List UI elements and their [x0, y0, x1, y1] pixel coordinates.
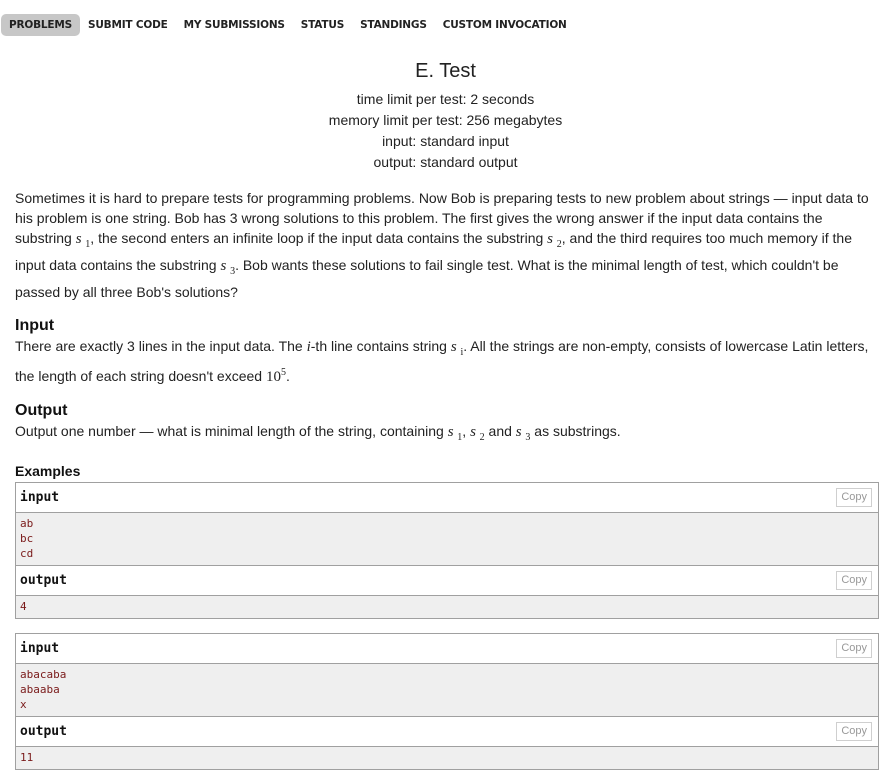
nav-submit-code[interactable]: SUBMIT CODE	[87, 19, 168, 31]
math-s1	[75, 231, 91, 250]
legend-text-3: , and the third requires too much memory if the input data contains the substring	[15, 230, 852, 273]
example-output-body	[16, 747, 878, 769]
example-line: x	[20, 698, 27, 711]
math-i: i	[306, 339, 311, 355]
output-spec: output: standard output	[373, 154, 518, 170]
time-limit: time limit per test: 2 seconds	[356, 91, 535, 107]
math-sub: 3	[525, 432, 531, 443]
math-sub: 1	[85, 239, 91, 250]
math-sub: i	[460, 347, 464, 358]
legend	[15, 188, 878, 302]
problem-header	[0, 59, 891, 173]
example-input-body	[16, 513, 878, 565]
math-var: s	[220, 258, 227, 274]
nav-status[interactable]: STATUS	[300, 19, 345, 31]
output-and: and	[484, 423, 516, 439]
problem-limits	[0, 89, 891, 173]
example-1	[15, 482, 879, 619]
input-section-title: Input	[15, 317, 55, 334]
math-s3	[220, 258, 236, 277]
legend-text-1: Sometimes it is hard to prepare tests for programming problems. Now Bob is preparing tests to new problem about strings — input data to his problem is one string. Bob has 3 wrong solutions to this problem. The first gives the wrong answer if the input data contains the substring	[15, 190, 869, 246]
copy-button[interactable]: Copy	[836, 488, 872, 507]
example-input-body	[16, 664, 878, 716]
nav-problems[interactable]: PROBLEMS	[1, 14, 80, 36]
math-sub: 2	[556, 239, 562, 250]
copy-button[interactable]: Copy	[836, 722, 872, 741]
legend-text-2: , the second enters an infinite loop if the input data contains the substring	[90, 230, 548, 246]
math-s2	[470, 424, 485, 443]
top-nav	[1, 13, 891, 37]
math-s1	[447, 424, 463, 443]
math-si	[450, 339, 464, 358]
input-text-2: -th line contains string	[310, 338, 451, 354]
example-line: ab	[20, 517, 34, 530]
output-text-1: Output one number — what is minimal length of the string, containing	[15, 423, 448, 439]
math-sub: 2	[479, 432, 485, 443]
legend-text-4: . Bob wants these solutions to fail single test. What is the minimal length of test, which couldn't be passed by all three Bob's solutions?	[15, 257, 839, 300]
example-input-label: input	[20, 640, 60, 656]
example-input-label: input	[20, 489, 60, 505]
math-var: s	[547, 231, 553, 247]
example-line: abacaba	[20, 668, 67, 681]
example-output-header	[16, 716, 878, 747]
problem-title: E. Test	[415, 60, 476, 82]
example-input-header	[16, 483, 878, 513]
example-output-body	[16, 596, 878, 618]
nav-custom-invocation[interactable]: CUSTOM INVOCATION	[442, 19, 567, 31]
input-text-3: . All the strings are non-empty, consists of lowercase Latin letters, the length of each string doesn't exceed	[15, 338, 869, 384]
math-exp: 5	[280, 367, 286, 378]
math-var: s	[515, 424, 522, 440]
output-section-text	[15, 421, 878, 448]
math-var: s	[450, 339, 457, 355]
example-output-label: output	[20, 572, 67, 588]
example-line: bc	[20, 532, 34, 545]
example-2	[15, 633, 879, 770]
math-s3	[515, 424, 531, 443]
input-text-4: .	[285, 368, 290, 384]
example-line: cd	[20, 547, 34, 560]
copy-button[interactable]: Copy	[836, 571, 872, 590]
example-line: 11	[20, 751, 34, 764]
example-input-header	[16, 634, 878, 664]
input-section-text	[15, 336, 878, 387]
math-power	[266, 369, 286, 385]
example-output-label: output	[20, 723, 67, 739]
output-section-title: Output	[15, 402, 68, 419]
math-s2	[547, 231, 562, 250]
copy-button[interactable]: Copy	[836, 639, 872, 658]
memory-limit: memory limit per test: 256 megabytes	[328, 112, 563, 128]
examples-title: Examples	[15, 463, 81, 479]
math-var: s	[447, 424, 454, 440]
example-line: 4	[20, 600, 27, 613]
output-comma: ,	[462, 423, 471, 439]
nav-standings[interactable]: STANDINGS	[360, 19, 427, 31]
math-sub: 1	[457, 432, 463, 443]
math-var: s	[75, 231, 82, 247]
input-text-1: There are exactly 3 lines in the input data. The	[15, 338, 307, 354]
math-var: s	[470, 424, 476, 440]
problem-statement	[15, 188, 878, 770]
example-line: abaaba	[20, 683, 60, 696]
math-sub: 3	[230, 266, 236, 277]
input-spec: input: standard input	[382, 133, 509, 149]
math-base: 10	[265, 369, 281, 385]
output-text-2: as substrings.	[530, 423, 621, 439]
example-output-header	[16, 565, 878, 596]
nav-my-submissions[interactable]: MY SUBMISSIONS	[183, 19, 285, 31]
